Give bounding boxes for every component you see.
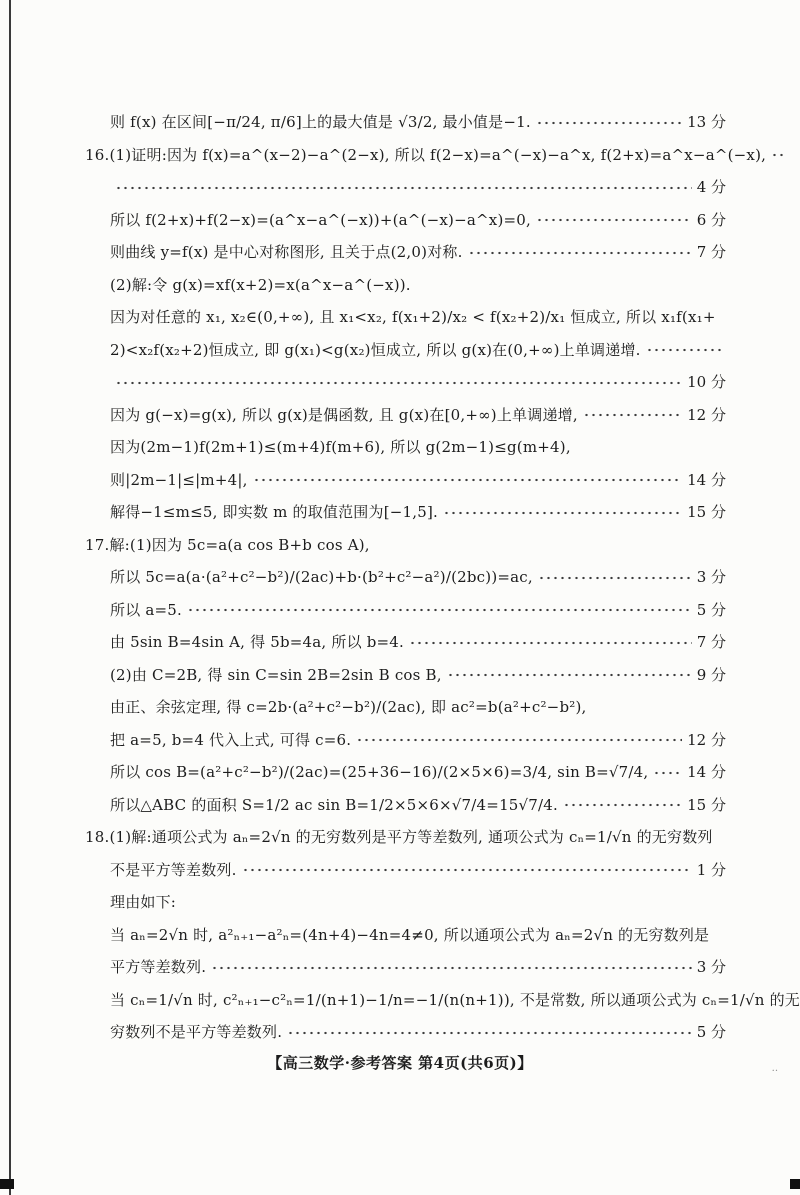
dotted-leader [356,732,682,747]
line-text: 所以 f(2+x)+f(2−x)=(a^x−a^(−x))+(a^(−x)−a^x)=0, [110,210,531,229]
score-label: 10 分 [687,373,726,391]
text-line [85,204,726,237]
text-line [85,821,726,854]
line-text: 当 cₙ=1/√n 时, c²ₙ₊₁−c²ₙ=1/(n+1)−1/n=−1/(n(n+1)), 不是常数, 所以通项公式为 cₙ=1/√n 的无 [110,990,800,1009]
line-text: 17.解:(1)因为 5c=a(a cos B+b cos A), [85,535,370,554]
dotted-leader [646,342,721,357]
score-label: 9 分 [696,665,726,684]
line-text: (2)解:令 g(x)=xf(x+2)=x(a^x−a^(−x)). [110,275,411,294]
line-text: 所以 5c=a(a·(a²+c²−b²)/(2ac)+b·(b²+c²−a²)/(2bc))=ac, [110,568,533,586]
text-line [85,496,726,529]
line-text: 当 aₙ=2√n 时, a²ₙ₊₁−a²ₙ=(4n+4)−4n=4≠0, 所以通项公式为 aₙ=2√n 的无穷数列是 [110,925,710,944]
line-text: 则曲线 y=f(x) 是中心对称图形, 且关于点(2,0)对称. [110,243,463,261]
dotted-leader [409,635,692,650]
line-text: 由 5sin B=4sin A, 得 5b=4a, 所以 b=4. [110,633,405,651]
text-line [85,659,726,692]
dotted-leader [536,212,692,227]
text-line [85,919,726,952]
dotted-leader [115,375,682,390]
content-lines [85,106,800,1049]
text-line [85,399,726,432]
score-label: 3 分 [696,568,726,586]
line-text: 不是平方等差数列. [110,860,237,879]
dotted-leader [563,797,682,812]
dotted-leader [653,765,682,780]
dotted-leader [253,472,683,487]
dotted-leader [287,1025,692,1040]
line-text: 解得−1≤m≤5, 即实数 m 的取值范围为[−1,5]. [110,503,439,521]
dotted-leader [538,570,692,585]
line-text: 把 a=5, b=4 代入上式, 可得 c=6. [110,730,352,749]
line-text: 则 f(x) 在区间[−π/24, π/6]上的最大值是 √3/2, 最小值是−1. [110,113,531,131]
dotted-leader [443,505,682,520]
scan-edge-line [9,0,11,1195]
line-text: 因为 g(−x)=g(x), 所以 g(x)是偶函数, 且 g(x)在[0,+∞)上单调递增, [110,405,578,424]
text-line [85,529,726,562]
scan-corner-mark-right [790,1179,800,1189]
score-label: 12 分 [687,405,726,424]
dotted-leader [211,960,692,975]
text-line [85,626,726,659]
dotted-leader [447,667,692,682]
text-line [85,139,767,172]
dotted-leader [771,147,783,162]
text-line [85,594,726,627]
dotted-leader [583,407,682,422]
line-text: 则|2m−1|≤|m+4|, [110,470,248,489]
score-label: 7 分 [696,633,726,651]
text-line [85,951,726,984]
scan-corner-mark-left [0,1179,14,1189]
text-line [85,691,726,724]
text-line [85,1016,726,1049]
line-text: 因为对任意的 x₁, x₂∈(0,+∞), 且 x₁<x₂, f(x₁+2)/x₂ < f(x₂+2)/x₁ 恒成立, 所以 x₁f(x₁+ [110,308,716,326]
score-label: 15 分 [687,503,726,521]
text-line [85,464,726,497]
text-line [85,561,726,594]
score-label: 1 分 [696,860,726,879]
score-label: 7 分 [696,243,726,261]
text-line [85,854,726,887]
dotted-leader [115,180,692,195]
text-line [85,301,726,334]
score-label: 5 分 [696,1023,726,1041]
text-line [85,236,726,269]
text-line [85,756,726,789]
text-line [85,431,726,464]
line-text: 由正、余弦定理, 得 c=2b·(a²+c²−b²)/(2ac), 即 ac²=b(a²+c²−b²), [110,698,587,716]
text-line [85,334,726,367]
text-line [85,106,726,139]
line-text: 2)<x₂f(x₂+2)恒成立, 即 g(x₁)<g(x₂)恒成立, 所以 g(x)在(0,+∞)上单调递增. [110,340,641,359]
text-line [85,171,726,204]
line-text: 所以△ABC 的面积 S=1/2 ac sin B=1/2×5×6×√7/4=15√7/4. [110,795,559,814]
text-line [85,984,800,1017]
text-line [85,366,726,399]
line-text: 16.(1)证明:因为 f(x)=a^(x−2)−a^(2−x), 所以 f(2−x)=a^(−x)−a^x, f(2+x)=a^x−a^(−x), [85,145,767,164]
score-label: 13 分 [687,113,726,131]
line-text: 所以 cos B=(a²+c²−b²)/(2ac)=(25+36−16)/(2×5×6)=3/4, sin B=√7/4, [110,763,649,781]
text-line [85,724,726,757]
score-label: 14 分 [687,763,726,781]
scan-smudge: .. [771,1063,778,1074]
line-text: 平方等差数列. [110,958,207,976]
text-line [85,789,726,822]
score-label: 3 分 [696,958,726,976]
text-line [85,269,726,302]
score-label: 14 分 [687,470,726,489]
score-label: 15 分 [687,795,726,814]
line-text: (2)由 C=2B, 得 sin C=sin 2B=2sin B cos B, [110,665,442,684]
score-label: 6 分 [696,210,726,229]
score-label: 12 分 [687,730,726,749]
score-label: 4 分 [696,178,726,196]
dotted-leader [187,602,692,617]
line-text: 理由如下: [110,893,177,911]
line-text: 穷数列不是平方等差数列. [110,1023,283,1041]
dotted-leader [536,115,682,130]
line-text: 18.(1)解:通项公式为 aₙ=2√n 的无穷数列是平方等差数列, 通项公式为 cₙ=1/√n 的无穷数列 [85,828,713,846]
line-text: 所以 a=5. [110,600,182,619]
dotted-leader [468,245,692,260]
line-text: 因为(2m−1)f(2m+1)≤(m+4)f(m+6), 所以 g(2m−1)≤g(m+4), [110,438,571,456]
page-footer: 【高三数学·参考答案 第4页(共6页)】 [267,1054,533,1072]
dotted-leader [242,862,692,877]
text-line [85,886,726,919]
score-label: 5 分 [696,600,726,619]
